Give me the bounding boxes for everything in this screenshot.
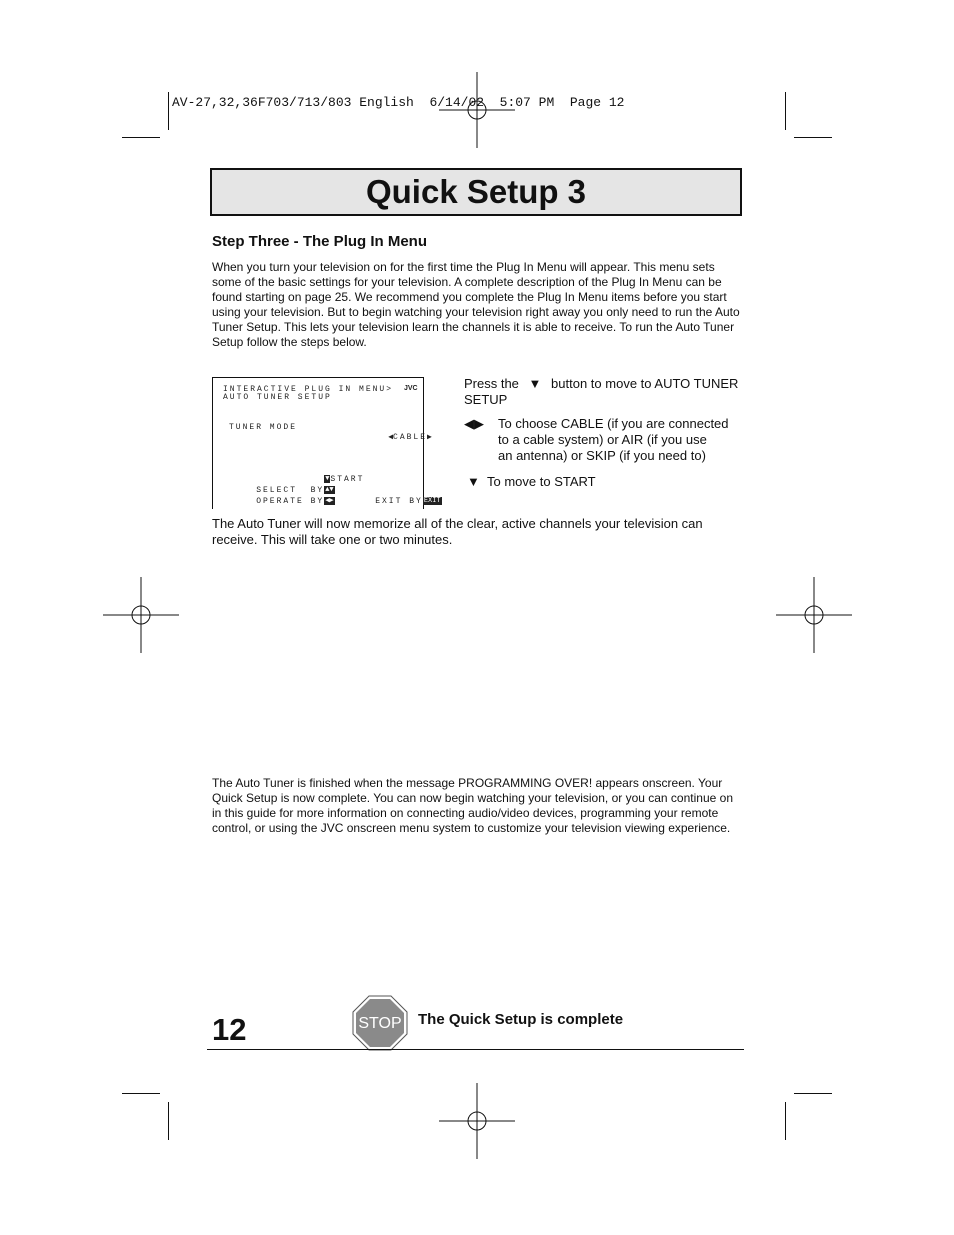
stop-sign-label: STOP	[358, 1015, 402, 1032]
left-arrow-icon: ◀	[388, 433, 394, 442]
tuner-mode-text: CABLE	[393, 433, 428, 442]
crop-mark	[794, 1093, 832, 1094]
menu-header-line: INTERACTIVE PLUG IN MENU>	[223, 385, 394, 394]
operate-label: OPERATE BY	[256, 497, 325, 507]
quick-setup-complete-label: The Quick Setup is complete	[418, 1011, 624, 1028]
down-arrow-icon: ▼	[325, 475, 330, 483]
exit-hint	[348, 488, 442, 515]
page-title: Quick Setup 3	[365, 173, 587, 210]
instruction-choose	[498, 416, 744, 464]
left-right-arrows-icon: ◀▶	[464, 416, 484, 431]
press-prefix: Press the	[464, 376, 519, 391]
memorize-paragraph: The Auto Tuner will now memorize all of the clear, active channels your television can receive. This will take one or two minutes.	[212, 516, 703, 547]
start-label: START	[330, 475, 365, 485]
left-right-arrows-icon: ◀▶	[325, 497, 334, 505]
crop-mark	[122, 1093, 160, 1094]
select-label: SELECT BY	[256, 486, 325, 496]
instruction-press-down	[464, 376, 744, 408]
jvc-logo: JVC	[404, 385, 418, 392]
registration-mark-top	[439, 72, 515, 148]
crop-mark	[785, 1102, 786, 1140]
crop-mark	[794, 137, 832, 138]
page-number: 12	[212, 1012, 247, 1047]
crop-mark	[168, 1102, 169, 1140]
choose-line-3: an antenna) or SKIP (if you need to)	[498, 448, 706, 463]
tuner-mode-label: TUNER MODE	[229, 423, 298, 432]
crop-mark	[122, 137, 160, 138]
intro-paragraph: When you turn your television on for the first time the Plug In Menu will appear. This menu sets some of the basic settings for your television. A complete description of the Plug In Menu can be found starting on page 25. We recommend you complete the Plug In Menu items before you start using your television. But to begin watching your television right away you only need to run the Auto Tuner Setup. This lets your television learn the channels it is able to receive. To run the Auto Tuner Setup follow the steps below.	[212, 260, 740, 349]
registration-mark-left	[103, 577, 179, 653]
tuner-mode-value	[361, 423, 432, 451]
title-banner	[210, 168, 742, 216]
instruction-move-start: To move to START	[487, 474, 596, 489]
onscreen-menu-illustration	[212, 377, 441, 509]
operate-hint	[229, 488, 335, 515]
step-heading: Step Three - The Plug In Menu	[212, 233, 428, 250]
menu-subheader-line: AUTO TUNER SETUP	[223, 393, 332, 402]
finished-paragraph: The Auto Tuner is finished when the message PROGRAMMING OVER! appears onscreen. Your Quick Setup is now complete. You can now begin watching your television, or you can continue on in this guide for more information on connecting audio/video devices, programming your remote control, or using the JVC onscreen menu system to customize your television viewing experience.	[212, 776, 733, 835]
down-arrow-icon: ▼	[467, 474, 480, 489]
press-suffix: button to move to AUTO TUNER SETUP	[464, 376, 739, 407]
exit-label: EXIT BY	[375, 497, 423, 507]
right-arrow-icon: ▶	[427, 433, 432, 442]
stop-sign-icon	[352, 995, 408, 1051]
down-arrow-icon: ▼	[528, 376, 542, 391]
choose-line-1: To choose CABLE (if you are connected	[498, 416, 729, 431]
crop-mark	[168, 92, 169, 130]
registration-mark-bottom	[439, 1083, 515, 1159]
up-down-arrows-icon: ▲▼	[325, 486, 334, 494]
print-header: AV-27,32,36F703/713/803 English 6/14/02 5:07 PM Page 12	[172, 95, 625, 110]
choose-line-2: to a cable system) or AIR (if you use	[498, 432, 707, 447]
exit-button-icon: EXIT	[423, 497, 441, 505]
footer-rule	[207, 1049, 744, 1050]
registration-mark-right	[776, 577, 852, 653]
crop-mark	[785, 92, 786, 130]
